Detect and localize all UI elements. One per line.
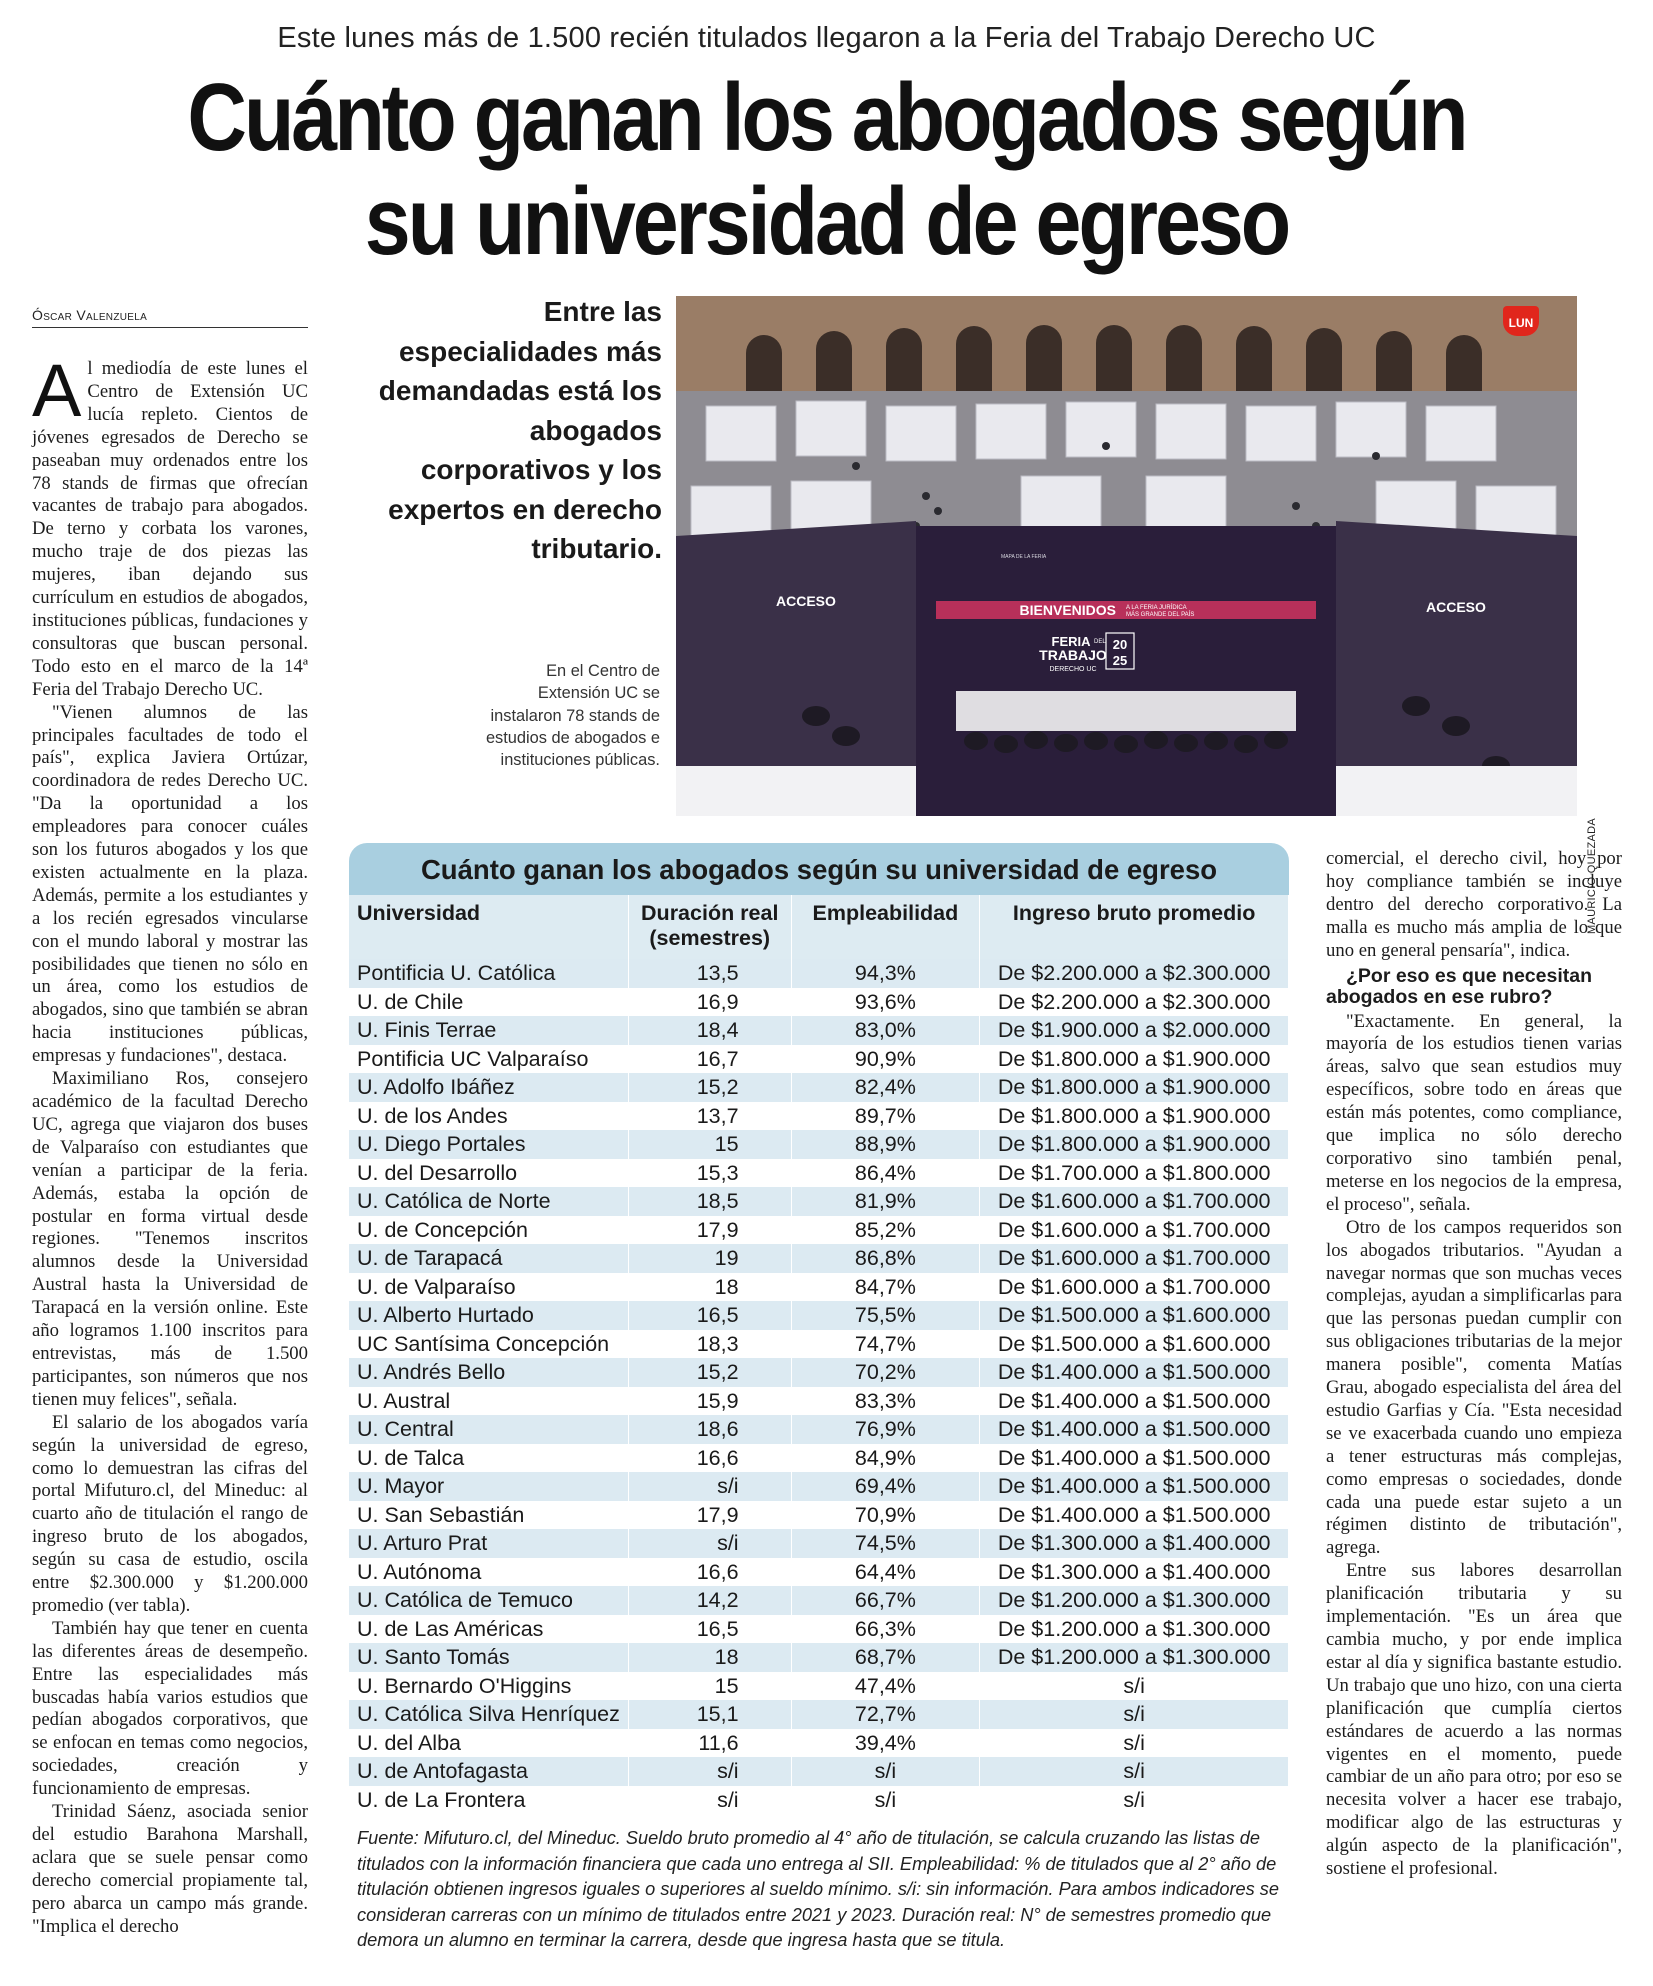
cell-ingreso: De $1.800.000 a $1.900.000 (980, 1045, 1289, 1074)
cell-universidad: U. Autónoma (349, 1558, 628, 1587)
cell-ingreso: De $1.600.000 a $1.700.000 (980, 1216, 1289, 1245)
kicker: Este lunes más de 1.500 recién titulados llegaron a la Feria del Trabajo Derecho UC (277, 22, 1376, 54)
cell-duracion: 16,9 (628, 988, 791, 1017)
cell-empleabilidad: 82,4% (791, 1073, 980, 1102)
table-row (349, 1045, 1289, 1074)
cell-universidad: U. de Las Américas (349, 1615, 628, 1644)
cell-empleabilidad: s/i (791, 1786, 980, 1815)
banner-welcome-sub-1: A LA FERIA JURÍDICA (1126, 605, 1187, 611)
article-column-1 (32, 349, 308, 1939)
cell-universidad: U. Diego Portales (349, 1130, 628, 1159)
cell-empleabilidad: 75,5% (791, 1301, 980, 1330)
cell-duracion: 16,5 (628, 1615, 791, 1644)
cell-universidad: U. de los Andes (349, 1102, 628, 1131)
table-row (349, 1387, 1289, 1416)
table-title: Cuánto ganan los abogados según su universidad de egreso (349, 843, 1289, 895)
cell-ingreso: De $1.400.000 a $1.500.000 (980, 1358, 1289, 1387)
interview-question: ¿Por eso es que necesitan abogados en ese rubro? (1326, 964, 1593, 1008)
cell-empleabilidad: 85,2% (791, 1216, 980, 1245)
cell-empleabilidad: s/i (791, 1757, 980, 1786)
cell-empleabilidad: 86,8% (791, 1244, 980, 1273)
cell-duracion: 15,9 (628, 1387, 791, 1416)
cell-ingreso: De $1.700.000 a $1.800.000 (980, 1159, 1289, 1188)
cell-universidad: U. de Tarapacá (349, 1244, 628, 1273)
cell-ingreso: De $1.800.000 a $1.900.000 (980, 1102, 1289, 1131)
table-row (349, 1415, 1289, 1444)
cell-duracion: 15 (628, 1672, 791, 1701)
cell-empleabilidad: 81,9% (791, 1187, 980, 1216)
cell-universidad: U. Adolfo Ibáñez (349, 1073, 628, 1102)
cell-universidad: U. Católica Silva Henríquez (349, 1700, 628, 1729)
table-row (349, 1016, 1289, 1045)
table-row (349, 1244, 1289, 1273)
table-row (349, 1700, 1289, 1729)
paragraph: El salario de los abogados varía según la universidad de egreso, como lo demuestran las cifras del portal Mifuturo.cl, del Mineduc: al cuarto año de titulación el rango de ingreso bruto de los abogados, según su casa de estudio, oscila entre $2.300.000 y $1.200.000 promedio (ver tabla). (32, 1411, 308, 1616)
cell-empleabilidad: 47,4% (791, 1672, 980, 1701)
cell-empleabilidad: 89,7% (791, 1102, 980, 1131)
table-row (349, 1130, 1289, 1159)
cell-duracion: 13,5 (628, 959, 791, 988)
cell-ingreso: s/i (980, 1672, 1289, 1701)
cell-ingreso: De $2.200.000 a $2.300.000 (980, 988, 1289, 1017)
headline-line-2: su universidad de egreso (364, 168, 1289, 275)
cell-empleabilidad: 76,9% (791, 1415, 980, 1444)
fair-line-3: DERECHO UC (1049, 666, 1097, 673)
cell-duracion: 16,6 (628, 1558, 791, 1587)
cell-duracion: s/i (628, 1529, 791, 1558)
cell-ingreso: De $1.800.000 a $1.900.000 (980, 1073, 1289, 1102)
article-column-3 (1326, 848, 1622, 1881)
byline: Óscar Valenzuela (32, 307, 308, 328)
table-row (349, 1073, 1289, 1102)
cell-ingreso: De $1.200.000 a $1.300.000 (980, 1615, 1289, 1644)
paragraph-text: l mediodía de este lunes el Centro de Extensión UC lucía repleto. Cientos de jóvenes egresados de Derecho se paseaban muy ordenados entre los 78 stands de firmas que ofrecían vacantes de trabajo para abogados. De terno y corbata los varones, mucho traje de dos piezas las mujeres, iban dejando sus currículum en estudios de abogados, instituciones públicas, fundaciones y consultoras que buscan personal. Todo esto en el marco de la 14ª Feria del Trabajo Derecho UC. (32, 358, 308, 700)
cell-universidad: U. San Sebastián (349, 1501, 628, 1530)
feria-photo (676, 296, 1577, 816)
cell-duracion: 18,4 (628, 1016, 791, 1045)
table-row (349, 1358, 1289, 1387)
cell-ingreso: De $1.600.000 a $1.700.000 (980, 1244, 1289, 1273)
cell-empleabilidad: 64,4% (791, 1558, 980, 1587)
table-row (349, 1786, 1289, 1815)
feria-photo-illustration (676, 296, 1577, 816)
header-empleabilidad: Empleabilidad (791, 895, 980, 959)
photo-caption: En el Centro de Extensión UC se instalaron 78 stands de estudios de abogados e instituciones públicas. (485, 662, 660, 770)
cell-universidad: U. de Talca (349, 1444, 628, 1473)
banner-access-right: ACCESO (1426, 599, 1486, 615)
lun-logo: LUN (1503, 306, 1539, 336)
cell-empleabilidad: 90,9% (791, 1045, 980, 1074)
table-row (349, 1757, 1289, 1786)
map-label: MAPA DE LA FERIA (1001, 554, 1047, 560)
paragraph: También hay que tener en cuenta las diferentes áreas de desempeño. Entre las especialidades más buscadas había varios estudios que pedían abogados corporativos, que se enfocan en temas como negocios, sociedades, creación y funcionamiento de empresas. (32, 1617, 308, 1800)
paragraph: "Vienen alumnos de las principales facultades de todo el país", explica Javiera Ortúzar, coordinadora de redes Derecho UC. "Da la oportunidad a los empleadores para conocer cuáles son los futuros abogados y los que existen actualmente en la plaza. Además, permite a los estudiantes y a los recién egresados vincularse con el mundo laboral y mostrar las posibilidades que tienen no sólo en un área, como los estudios de abogados, sino que también se abran hacia instituciones públicas, empresas y fundaciones", destaca. (32, 701, 308, 1067)
cell-empleabilidad: 83,0% (791, 1016, 980, 1045)
cell-universidad: U. Católica de Norte (349, 1187, 628, 1216)
headline (116, 66, 1538, 274)
cell-ingreso: De $1.500.000 a $1.600.000 (980, 1301, 1289, 1330)
cell-universidad: U. de Antofagasta (349, 1757, 628, 1786)
cell-duracion: 15,3 (628, 1159, 791, 1188)
table-row (349, 1301, 1289, 1330)
cell-empleabilidad: 66,7% (791, 1586, 980, 1615)
cell-ingreso: De $1.800.000 a $1.900.000 (980, 1130, 1289, 1159)
fair-line-1: FERIA (1051, 634, 1091, 649)
cell-duracion: 15 (628, 1130, 791, 1159)
cell-universidad: U. Católica de Temuco (349, 1586, 628, 1615)
paragraph: Otro de los campos requeridos son los abogados tributarios. "Ayudan a navegar normas que son muchas veces complejas, ayudan a simplificarlas para que las personas puedan cumplir con sus obligaciones tributarias de la mejor manera posible", comenta Matías Grau, abogado especialista del área del estudio Garfias y Cía. "Esta necesidad se ve exacerbada cuando uno empieza a tener estructuras más complejas, como empresas o sociedades, donde cada una puede estar sujeto a un régimen distinto de tributación", agrega. (1326, 1216, 1622, 1559)
cell-duracion: 14,2 (628, 1586, 791, 1615)
table-row (349, 959, 1289, 988)
table-row (349, 1529, 1289, 1558)
cell-ingreso: s/i (980, 1700, 1289, 1729)
cell-universidad: U. Central (349, 1415, 628, 1444)
cell-universidad: U. del Desarrollo (349, 1159, 628, 1188)
table-row (349, 1729, 1289, 1758)
cell-ingreso: De $1.300.000 a $1.400.000 (980, 1529, 1289, 1558)
table-row (349, 1330, 1289, 1359)
cell-universidad: UC Santísima Concepción (349, 1330, 628, 1359)
cell-ingreso: De $1.200.000 a $1.300.000 (980, 1643, 1289, 1672)
cell-ingreso: De $2.200.000 a $2.300.000 (980, 959, 1289, 988)
fair-line-1-small: DEL (1094, 639, 1106, 645)
table-row (349, 1501, 1289, 1530)
photo-credit-text: MAURICIO QUEZADA (1586, 818, 1598, 935)
cell-universidad: U. Bernardo O'Higgins (349, 1672, 628, 1701)
cell-empleabilidad: 93,6% (791, 988, 980, 1017)
cell-duracion: 16,5 (628, 1301, 791, 1330)
table-header-row (349, 895, 1289, 959)
cell-empleabilidad: 72,7% (791, 1700, 980, 1729)
deck-quote: Entre las especialidades más demandadas está los abogados corporativos y los expertos en derecho tributario. (378, 296, 662, 564)
cell-empleabilidad: 86,4% (791, 1159, 980, 1188)
cell-ingreso: s/i (980, 1786, 1289, 1815)
table-row (349, 1187, 1289, 1216)
cell-duracion: 17,9 (628, 1216, 791, 1245)
table-row (349, 1672, 1289, 1701)
table-row (349, 1159, 1289, 1188)
salary-table (349, 843, 1289, 1954)
cell-duracion: 17,9 (628, 1501, 791, 1530)
fair-line-2: TRABAJO (1039, 647, 1107, 663)
cell-ingreso: De $1.200.000 a $1.300.000 (980, 1586, 1289, 1615)
cell-empleabilidad: 88,9% (791, 1130, 980, 1159)
paragraph: comercial, el derecho civil, hoy por hoy compliance también se incluye dentro del derecho corporativo. La malla es mucho más amplia de lo que uno en general pensaría", indica. (1326, 848, 1622, 961)
cell-universidad: U. Mayor (349, 1472, 628, 1501)
cell-duracion: 18,3 (628, 1330, 791, 1359)
cell-duracion: 16,6 (628, 1444, 791, 1473)
table-row (349, 1615, 1289, 1644)
headline-line-1: Cuánto ganan los abogados según (187, 64, 1466, 171)
table-row (349, 1444, 1289, 1473)
cell-ingreso: De $1.500.000 a $1.600.000 (980, 1330, 1289, 1359)
cell-universidad: U. de Concepción (349, 1216, 628, 1245)
banner-welcome: BIENVENIDOS (1019, 602, 1116, 618)
cell-universidad: U. Arturo Prat (349, 1529, 628, 1558)
cell-duracion: 18,5 (628, 1187, 791, 1216)
table-row (349, 1216, 1289, 1245)
table-row (349, 988, 1289, 1017)
cell-duracion: s/i (628, 1757, 791, 1786)
cell-ingreso: De $1.400.000 a $1.500.000 (980, 1472, 1289, 1501)
cell-ingreso: De $1.300.000 a $1.400.000 (980, 1558, 1289, 1587)
cell-empleabilidad: 84,7% (791, 1273, 980, 1302)
header-ingreso: Ingreso bruto promedio (980, 895, 1289, 959)
cell-universidad: U. Santo Tomás (349, 1643, 628, 1672)
cell-universidad: U. de Chile (349, 988, 628, 1017)
cell-universidad: U. Finis Terrae (349, 1016, 628, 1045)
cell-empleabilidad: 70,9% (791, 1501, 980, 1530)
table-row (349, 1102, 1289, 1131)
cell-empleabilidad: 68,7% (791, 1643, 980, 1672)
table-row (349, 1643, 1289, 1672)
cell-empleabilidad: 94,3% (791, 959, 980, 988)
header-duracion: Duración real (semestres) (628, 895, 791, 959)
cell-duracion: s/i (628, 1786, 791, 1815)
cell-empleabilidad: 74,7% (791, 1330, 980, 1359)
table-row (349, 1586, 1289, 1615)
cell-universidad: U. Alberto Hurtado (349, 1301, 628, 1330)
banner-access-left: ACCESO (776, 593, 836, 609)
cell-duracion: 18 (628, 1643, 791, 1672)
cell-universidad: U. Austral (349, 1387, 628, 1416)
cell-empleabilidad: 83,3% (791, 1387, 980, 1416)
cell-universidad: U. de La Frontera (349, 1786, 628, 1815)
cell-universidad: Pontificia UC Valparaíso (349, 1045, 628, 1074)
table-row (349, 1273, 1289, 1302)
cell-duracion: s/i (628, 1472, 791, 1501)
header-universidad: Universidad (349, 895, 628, 959)
salary-table-grid (349, 895, 1289, 1814)
cell-universidad: U. del Alba (349, 1729, 628, 1758)
cell-universidad: Pontificia U. Católica (349, 959, 628, 988)
fair-year-top: 20 (1112, 637, 1128, 652)
table-body (349, 959, 1289, 1814)
table-row (349, 1558, 1289, 1587)
cell-duracion: 11,6 (628, 1729, 791, 1758)
cell-empleabilidad: 74,5% (791, 1529, 980, 1558)
cell-empleabilidad: 84,9% (791, 1444, 980, 1473)
table-footnote: Fuente: Mifuturo.cl, del Mineduc. Sueldo bruto promedio al 4° año de titulación, se calcula cruzando las listas de titulados con la información financiera que cada uno entrega al SII. Empleabilidad: % de titulados que al 2° año de titulación obtienen ingresos iguales o superiores al sueldo mínimo. s/i: sin información. Para ambos indicadores se consideran carreras con un mínimo de titulados entre 2021 y 2023. Duración real: N° de semestres promedio que demora un alumno en terminar la carrera, desde que ingresa hasta que se titula. (357, 1828, 1279, 1950)
cell-ingreso: De $1.900.000 a $2.000.000 (980, 1016, 1289, 1045)
cell-duracion: 18,6 (628, 1415, 791, 1444)
cell-duracion: 18 (628, 1273, 791, 1302)
cell-duracion: 13,7 (628, 1102, 791, 1131)
cell-duracion: 15,1 (628, 1700, 791, 1729)
paragraph: "Exactamente. En general, la mayoría de los estudios tienen varias áreas, salvo que sean estudios muy específicos, sobre todo en áreas que están más potentes, como compliance, que implica no sólo derecho corporativo sino también penal, meterse en los negocios de la empresa, el proceso", señala. (1326, 1010, 1622, 1215)
cell-ingreso: De $1.400.000 a $1.500.000 (980, 1415, 1289, 1444)
cell-ingreso: De $1.600.000 a $1.700.000 (980, 1273, 1289, 1302)
paragraph (32, 349, 308, 702)
cell-ingreso: De $1.400.000 a $1.500.000 (980, 1444, 1289, 1473)
cell-universidad: U. de Valparaíso (349, 1273, 628, 1302)
table-row (349, 1472, 1289, 1501)
cell-empleabilidad: 70,2% (791, 1358, 980, 1387)
banner-welcome-sub-2: MÁS GRANDE DEL PAÍS (1126, 612, 1195, 618)
cell-ingreso: De $1.400.000 a $1.500.000 (980, 1387, 1289, 1416)
cell-duracion: 19 (628, 1244, 791, 1273)
drop-cap: A (32, 349, 82, 432)
cell-empleabilidad: 39,4% (791, 1729, 980, 1758)
cell-empleabilidad: 66,3% (791, 1615, 980, 1644)
cell-ingreso: s/i (980, 1729, 1289, 1758)
cell-ingreso: De $1.600.000 a $1.700.000 (980, 1187, 1289, 1216)
cell-ingreso: De $1.400.000 a $1.500.000 (980, 1501, 1289, 1530)
paragraph: Trinidad Sáenz, asociada senior del estudio Barahona Marshall, aclara que se suele pensar como derecho comercial propiamente tal, pero abarca un campo más grande. "Implica el derecho (32, 1801, 308, 1937)
fair-year-bottom: 25 (1112, 653, 1128, 668)
cell-duracion: 15,2 (628, 1358, 791, 1387)
cell-empleabilidad: 69,4% (791, 1472, 980, 1501)
cell-ingreso: s/i (980, 1757, 1289, 1786)
cell-duracion: 15,2 (628, 1073, 791, 1102)
cell-universidad: U. Andrés Bello (349, 1358, 628, 1387)
cell-duracion: 16,7 (628, 1045, 791, 1074)
paragraph: Entre sus labores desarrollan planificación tributaria y su implementación. "Es un área que cambia mucho, y por ende implica estar al día y significa bastante estudio. Un trabajo que uno hizo, con una cierta planificación que cumplía ciertos estándares de acuerdo a las normas vigentes en el momento, puede cambiar de un año para otro; por eso se necesita volver a hacer ese trabajo, modificar algo de las estructuras y algún aspecto de la planificación", sostiene el profesional. (1326, 1560, 1622, 1880)
paragraph: Maximiliano Ros, consejero académico de la facultad Derecho UC, agrega que viajaron dos buses de Valparaíso con estudiantes que venían a participar de la feria. Además, estaba la opción de postular en forma virtual desde regiones. "Tenemos inscritos alumnos desde la Universidad Austral hasta la Universidad de Tarapacá en la versión online. Este año logramos 1.100 inscritos para entrevistas, más de 1.500 participantes, son números que nos tienen muy felices", señala. (32, 1068, 308, 1410)
